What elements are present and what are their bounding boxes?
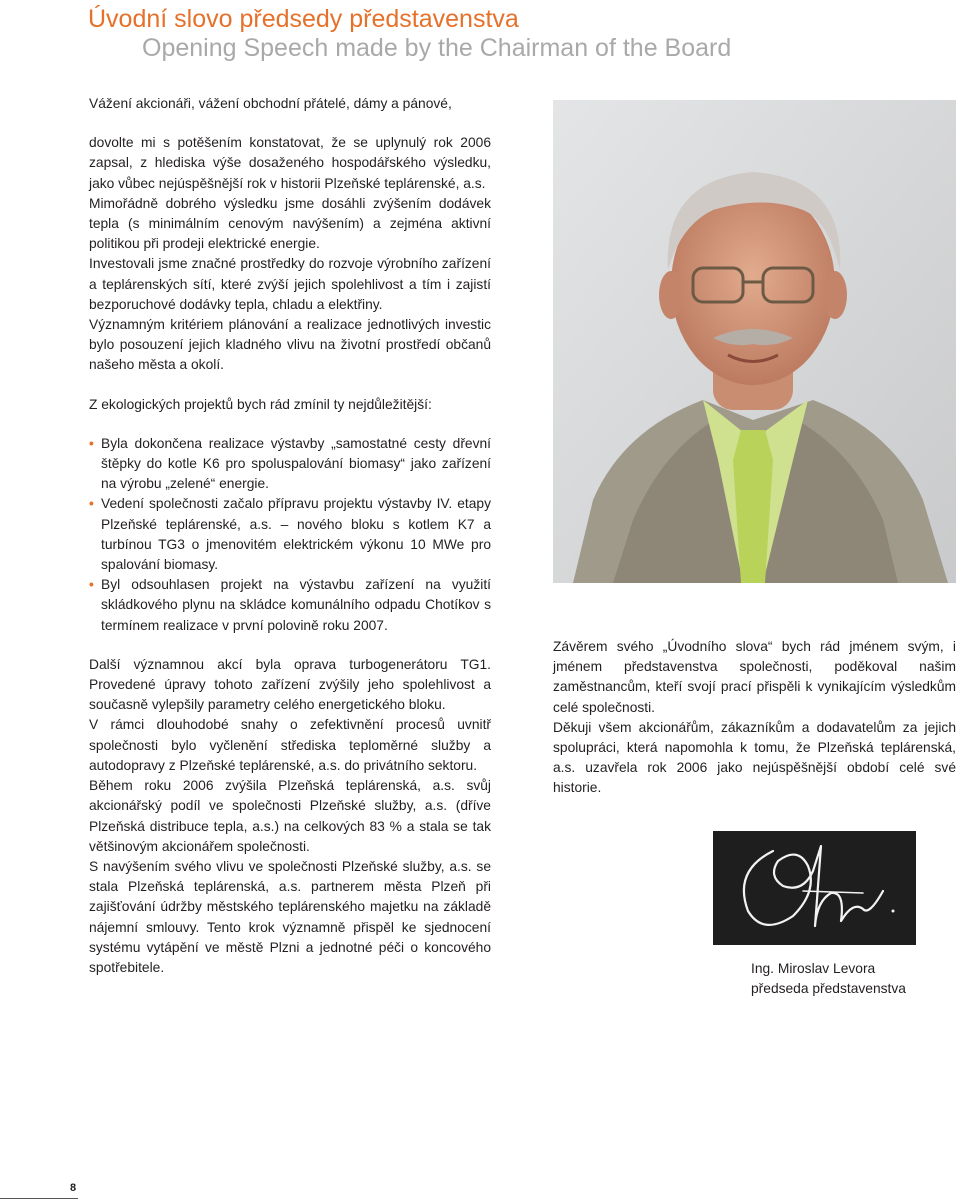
list-item: • Vedení společnosti začalo přípravu projektu výstavby IV. etapy Plzeňské teplárenské, a.s. – nového bloku s kotlem K7 a turbínou TG3 o jmenovitém elektrickém výkonu 10 MWe pro spalování biomasy.: [89, 496, 491, 573]
paragraph-partnership: S navýšením svého vlivu ve společnosti Plzeňské služby, a.s. se stala Plzeňská teplárenská, a.s. partnerem města Plzeň při zajišťování údržby městského teplárenského majetku na základě nájemní smlouvy. Tento krok významně přispěl ke sjednocení systému vytápění ve městě Plzni a jednotné péči o koncového spotřebitele.: [89, 858, 491, 975]
paragraph-thanks-partners: Děkuji všem akcionářům, zákazníkům a dodavatelům za jejich spolupráci, která napomohla k tomu, že Plzeňská teplárenská, a.s. uzavřela rok 2006 jako nejúspěšnější období celé své historie.: [553, 719, 956, 796]
page-title: Úvodní slovo předsedy představenstva: [88, 5, 519, 33]
signature-image: [713, 831, 916, 945]
paragraph-investments: Investovali jsme značné prostředky do rozvoje výrobního zařízení a teplárenských sítí, které zvýší jejich spolehlivost a tím i zajistí bezporuchové dodávky tepla, chladu a elektřiny.: [89, 256, 491, 312]
signature-scribble: [713, 831, 916, 945]
bullet-icon: •: [89, 496, 94, 512]
page-number: 8: [70, 1182, 77, 1194]
list-item: • Byl odsouhlasen projekt na výstavbu zařízení na využití skládkového plynu na skládce komunálního odpadu Chotíkov s termínem realizace v první polovině roku 2007.: [89, 577, 491, 633]
list-item: • Byla dokončena realizace výstavby „samostatné cesty dřevní štěpky do kotle K6 pro spoluspalování biomasy“ jako zařízení na výrobu „zelené“ energie.: [89, 435, 491, 492]
eco-projects-list: [89, 434, 491, 636]
bullet-icon: •: [89, 435, 94, 451]
paragraph-environment: Významným kritériem plánování a realizace jednotlivých investic bylo posouzení jejich kladného vlivu na životní prostředí občanů našeho města a okolí.: [89, 317, 491, 373]
right-column: [553, 637, 956, 799]
page-subtitle: Opening Speech made by the Chairman of the Board: [142, 34, 732, 62]
paragraph-efficiency: V rámci dlouhodobé snahy o zefektivnění procesů uvnitř společnosti bylo vyčlenění střediska teploměrné služby a autodopravy z Plzeňské teplárenské, a.s. do privátního sektoru.: [89, 717, 491, 773]
paragraph-intro: dovolte mi s potěšením konstatovat, že se uplynulý rok 2006 zapsal, z hlediska výše dosaženého hospodářského výsledku, jako vůbec nejúspěšnější rok v historii Plzeňské teplárenské, a.s.: [89, 135, 491, 191]
portrait-illustration: [553, 100, 956, 583]
paragraph-turbogenerator: Další významnou akcí byla oprava turbogenerátoru TG1. Provedené úpravy tohoto zařízení zvýšily jeho spolehlivost a současně vylepšily parametry celého energetického bloku.: [89, 656, 491, 713]
signatory-role: předseda představenstva: [751, 981, 906, 997]
paragraph-shareholding: Během roku 2006 zvýšila Plzeňská teplárenská, a.s. svůj akcionářský podíl ve společnosti Plzeňské služby, a.s. (dříve Plzeňská distribuce tepla, a.s.) na celkových 83 % a stala se tak většinovým akcionářem společnosti.: [89, 778, 491, 854]
paragraph-results: Mimořádně dobrého výsledku jsme dosáhli zvýšením dodávek tepla (s minimálním cenovým navýšením) a zejména aktivní politikou při prodeji elektrické energie.: [89, 195, 491, 252]
signatory-name: Ing. Miroslav Levora: [751, 961, 876, 976]
salutation: Vážení akcionáři, vážení obchodní přátelé, dámy a pánové,: [89, 96, 452, 111]
signatory: [751, 959, 906, 999]
chairman-portrait: [553, 100, 956, 583]
left-column: [89, 94, 491, 978]
paragraph-thanks-employees: Závěrem svého „Úvodního slova“ bych rád jménem svým, i jménem představenstva společnosti, poděkoval našim zaměstnancům, kteří svojí prací přispěli k vynikajícím výsledkům celé společnosti.: [553, 639, 956, 715]
page-number-rule: [0, 1198, 78, 1199]
eco-projects-intro: Z ekologických projektů bych rád zmínil ty nejdůležitější:: [89, 396, 432, 412]
bullet-icon: •: [89, 577, 94, 593]
